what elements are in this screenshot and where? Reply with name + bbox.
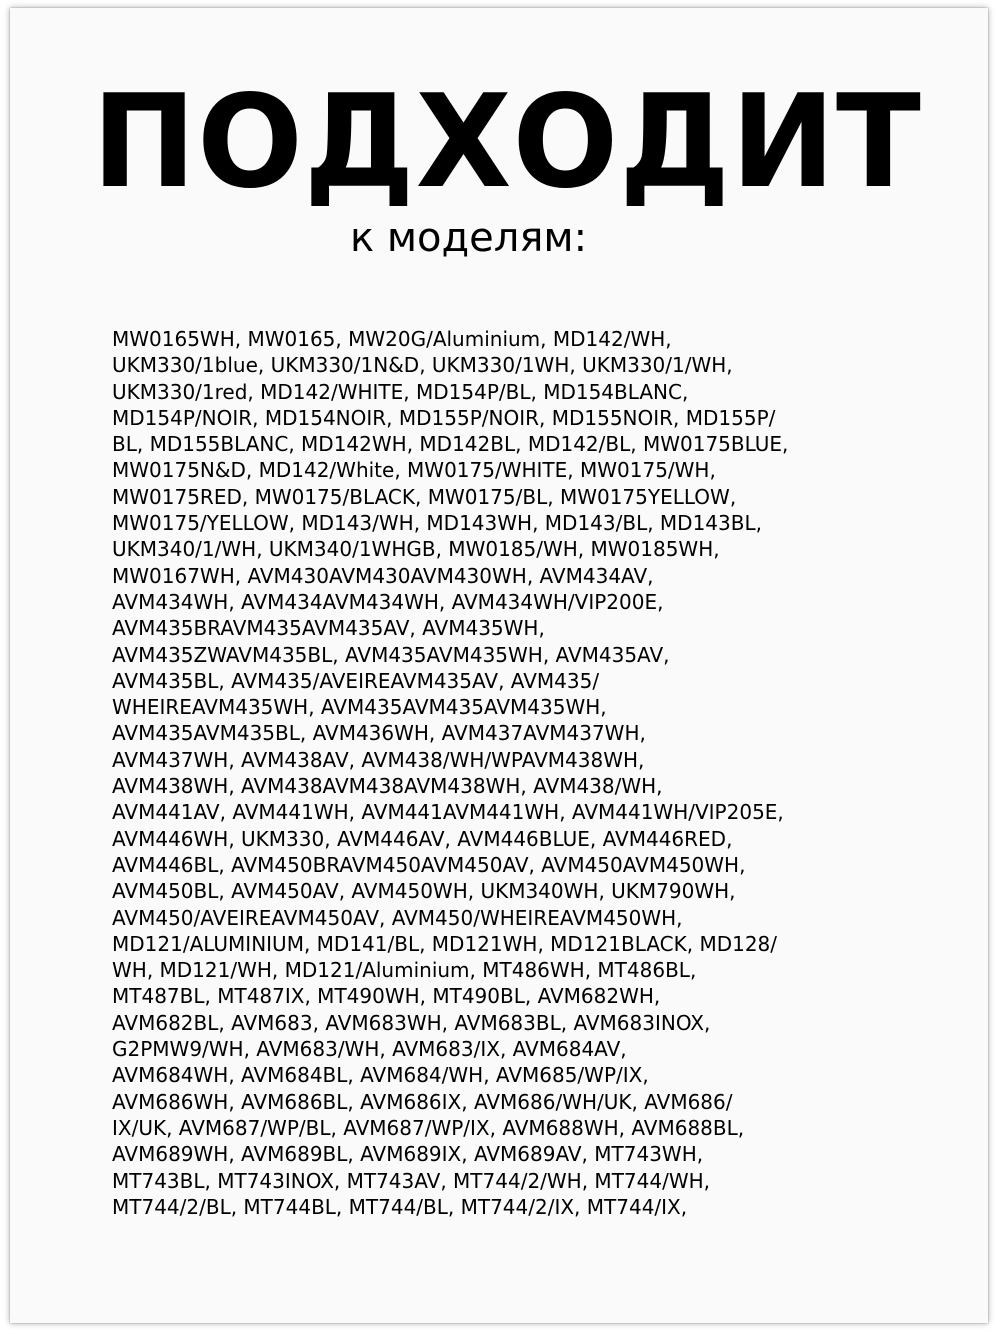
model-list-line: BL, MD155BLANC, MD142WH, MD142BL, MD142/BL, MW0175BLUE, (112, 432, 789, 457)
document-sheet (10, 8, 988, 1323)
model-list-line: AVM450/AVEIREAVM450AV, AVM450/WHEIREAVM450WH, (112, 905, 683, 930)
model-list-line: MT744/2/BL, MT744BL, MT744/BL, MT744/2/IX, MT744/IX, (112, 1194, 688, 1219)
model-list-line: AVM689WH, AVM689BL, AVM689IX, AVM689AV, MT743WH, (112, 1142, 704, 1167)
model-list-line: AVM682BL, AVM683, AVM683WH, AVM683BL, AVM683INOX, (112, 1010, 711, 1035)
model-list-line: AVM450BL, AVM450AV, AVM450WH, UKM340WH, UKM790WH, (112, 879, 736, 904)
model-list-line: AVM437WH, AVM438AV, AVM438/WH/WPAVM438WH, (112, 747, 645, 772)
model-list-line: AVM435BRAVM435AVM435AV, AVM435WH, (112, 616, 545, 641)
page-subtitle: к моделям: (350, 215, 588, 261)
model-list-line: AVM435AVM435BL, AVM436WH, AVM437AVM437WH, (112, 721, 646, 746)
model-list-line: MW0175RED, MW0175/BLACK, MW0175/BL, MW0175YELLOW, (112, 484, 737, 509)
model-list-line: MT487BL, MT487IX, MT490WH, MT490BL, AVM682WH, (112, 984, 661, 1009)
model-list-line: MD154P/NOIR, MD154NOIR, MD155P/NOIR, MD155NOIR, MD155P/ (112, 405, 776, 430)
model-list-line: AVM434WH, AVM434AVM434WH, AVM434WH/VIP200E, (112, 589, 664, 614)
model-list-line: AVM435BL, AVM435/AVEIREAVM435AV, AVM435/ (112, 668, 600, 693)
model-list-line: AVM446BL, AVM450BRAVM450AVM450AV, AVM450AVM450WH, (112, 852, 746, 877)
model-list-line: MW0175/YELLOW, MD143/WH, MD143WH, MD143/BL, MD143BL, (112, 511, 762, 536)
model-list-line: MW0175N&D, MD142/White, MW0175/WHITE, MW0175/WH, (112, 458, 716, 483)
model-list-line: UKM330/1blue, UKM330/1N&D, UKM330/1WH, UKM330/1/WH, (112, 353, 733, 378)
compatible-models-list (112, 326, 912, 1220)
model-list-line: AVM435ZWAVM435BL, AVM435AVM435WH, AVM435AV, (112, 642, 670, 667)
model-list-line: IX/UK, AVM687/WP/BL, AVM687/WP/IX, AVM688WH, AVM688BL, (112, 1115, 745, 1140)
model-list-line: UKM330/1red, MD142/WHITE, MD154P/BL, MD154BLANC, (112, 379, 689, 404)
model-list-line: AVM441AV, AVM441WH, AVM441AVM441WH, AVM441WH/VIP205E, (112, 800, 784, 825)
model-list-line: WHEIREAVM435WH, AVM435AVM435AVM435WH, (112, 695, 607, 720)
model-list-line: WH, MD121/WH, MD121/Aluminium, MT486WH, MT486BL, (112, 958, 697, 983)
model-list-line: MT743BL, MT743INOX, MT743AV, MT744/2/WH, MT744/WH, (112, 1168, 710, 1193)
model-list-line: MW0167WH, AVM430AVM430AVM430WH, AVM434AV, (112, 563, 654, 588)
model-list-line: AVM438WH, AVM438AVM438AVM438WH, AVM438/WH, (112, 774, 663, 799)
model-list-line: AVM686WH, AVM686BL, AVM686IX, AVM686/WH/UK, AVM686/ (112, 1089, 733, 1114)
model-list-line: AVM446WH, UKM330, AVM446AV, AVM446BLUE, AVM446RED, (112, 826, 733, 851)
model-list-line: MW0165WH, MW0165, MW20G/Aluminium, MD142/WH, (112, 327, 672, 351)
model-list-line: MD121/ALUMINIUM, MD141/BL, MD121WH, MD121BLACK, MD128/ (112, 931, 778, 956)
model-list-line: AVM684WH, AVM684BL, AVM684/WH, AVM685/WP/IX, (112, 1063, 649, 1088)
page-title: ПОДХОДИТ (92, 68, 922, 217)
model-list-line: UKM340/1/WH, UKM340/1WHGB, MW0185/WH, MW0185WH, (112, 537, 720, 562)
model-list-line: G2PMW9/WH, AVM683/WH, AVM683/IX, AVM684AV, (112, 1037, 627, 1062)
